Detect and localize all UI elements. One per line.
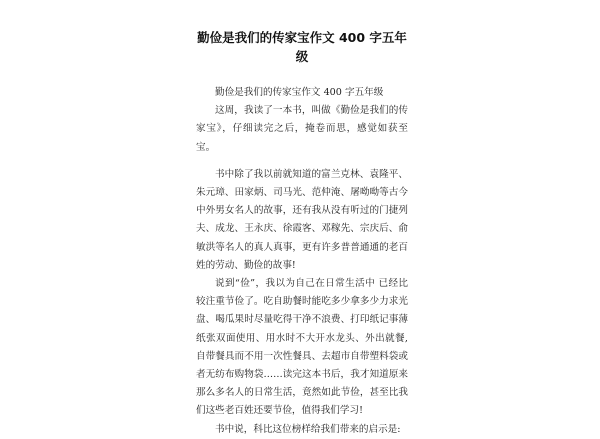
paragraph-famous-people: 书中除了我以前就知道的富兰克林、袁隆平、朱元璋、田家炳、司马光、范仲淹、屠呦呦等古今中外男女名人的故事，还有我从没有听过的门捷列夫、成龙、王永庆、徐霞客、邓稼先、宗庆后、俞敏洪等名人的真人真事，更有许多普普通通的老百姓的劳动、勤俭的故事! [196, 168, 408, 271]
paragraph-thrift: 说到“俭”，我以为自己在日常生活中 已经比较注重节俭了。吃自助餐时能吃多少拿多少力求光盘、喝瓜果时尽量吃得干净不浪费、打印纸记事薄纸张双面使用、用水时不大开水龙头、外出就餐,自带餐具而不用一次性餐具、去超市自带塑料袋或者无纺布购物袋……读完这本书后，我才知道原来那么多名人的日常生活，竟然如此节俭，甚至比我们这些老百姓还要节俭，值得我们学习! [196, 278, 408, 417]
document [196, 28, 408, 439]
paragraph-intro: 这周，我读了一本书，叫做《勤俭是我们的传家宝》，仔细读完之后，掩卷而思，感觉如获至宝。 [196, 105, 408, 153]
paragraph-kobe: 书中说，科比这位榜样给我们带来的启示是: [215, 423, 401, 435]
paragraph-heading-repeat: 勤俭是我们的传家宝作文 400 字五年级 [215, 87, 384, 98]
document-title: 勤俭是我们的传家宝作文 400 字五年级 [197, 30, 407, 64]
